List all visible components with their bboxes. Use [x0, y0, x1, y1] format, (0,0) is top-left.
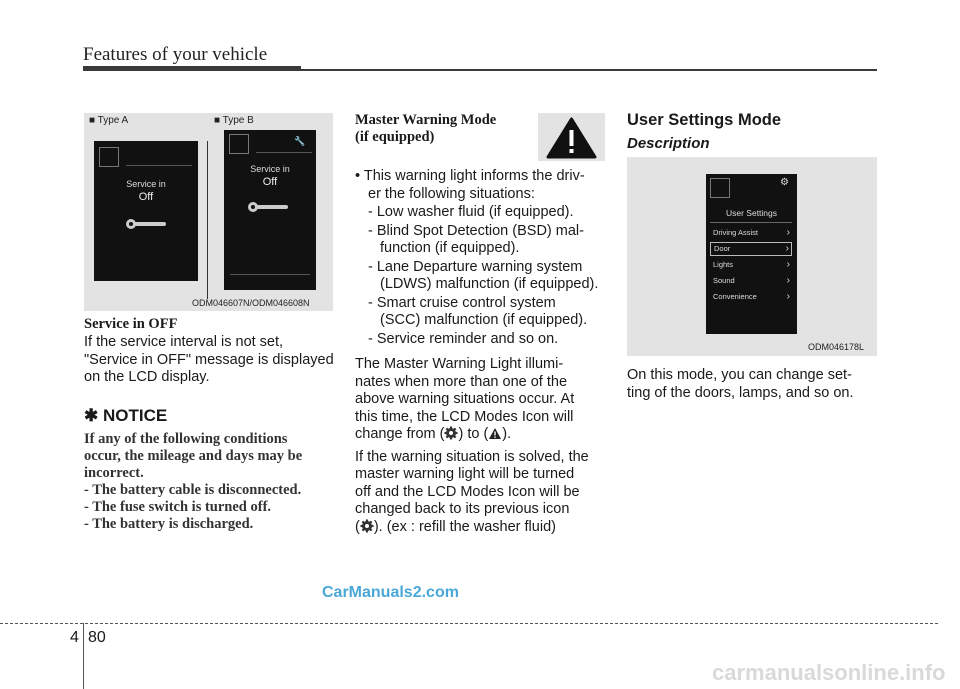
notice-line: - The fuse switch is turned off.: [84, 499, 272, 515]
screen-line1: Service in: [126, 179, 166, 189]
list-item: - Lane Departure warning system: [368, 258, 583, 275]
figure-code-right: ODM046178L: [808, 342, 865, 352]
bullet-line: • This warning light informs the driv-: [355, 168, 585, 184]
para-line: If the warning situation is solved, the: [355, 448, 589, 465]
type-b-label: ■ Type B: [214, 115, 254, 126]
para-line: [355, 519, 607, 539]
figure-divider: [207, 141, 208, 299]
notice-body: [84, 431, 336, 533]
wrench-small-icon: 🔧: [294, 136, 306, 146]
warning-triangle-icon: [538, 113, 605, 161]
para-line: The Master Warning Light illumi-: [355, 356, 564, 372]
screen-title: User Settings: [725, 208, 778, 218]
notice-line: If any of the following conditions: [84, 431, 288, 447]
notice-line: occur, the mileage and days may be: [84, 448, 303, 464]
service-off-heading: Service in OFF: [84, 316, 178, 332]
type-a-label: ■ Type A: [89, 115, 129, 126]
chevron-right-icon: ›: [786, 291, 790, 302]
inline-text: ).: [502, 426, 512, 442]
watermark-carmanuals2: CarManuals2.com: [322, 584, 459, 601]
inline-text: change from (: [355, 426, 445, 442]
para3: [355, 449, 607, 539]
page-header-title: Features of your vehicle: [83, 44, 268, 65]
list-item: (SCC) malfunction (if equipped).: [380, 312, 588, 328]
type-a-lcd-screen: [94, 141, 198, 281]
inline-text: ). (ex : refill the washer fluid): [373, 518, 556, 535]
list-item: - Service reminder and so on.: [368, 330, 559, 347]
notice-line: - The battery cable is disconnected.: [84, 482, 302, 498]
settings-menu-label: Driving Assist: [713, 228, 759, 237]
master-warning-heading-line2: (if equipped): [355, 129, 435, 145]
para2: [355, 356, 607, 446]
chevron-right-icon: ›: [786, 227, 790, 238]
settings-menu-item[interactable]: [710, 226, 792, 240]
settings-menu-label: Convenience: [713, 292, 757, 301]
gear-icon: [360, 519, 374, 539]
watermark-carmanualsonline: carmanualsonline.info: [712, 660, 946, 685]
settings-menu-item[interactable]: [710, 274, 792, 288]
screen-line1-b: Service in: [250, 164, 290, 174]
service-off-para: If the service interval is not set, "Service in OFF" message is displayed on the LCD display.: [84, 334, 334, 385]
service-screen-figure: [84, 113, 333, 311]
settings-menu-label: Sound: [713, 276, 735, 285]
description-subtitle: Description: [627, 135, 710, 152]
para-line: changed back to its previous icon: [355, 501, 570, 517]
inline-text: (: [355, 518, 360, 535]
para-line: nates when more than one of the: [355, 373, 568, 390]
para-line: [355, 426, 607, 446]
header-rule-thin: [301, 69, 877, 71]
footer-dashed-rule: [0, 623, 938, 624]
wrench-icon: [124, 217, 169, 231]
situation-list: [355, 204, 607, 348]
master-warning-body: [355, 168, 607, 538]
warning-small-icon: [488, 427, 502, 446]
header-rule-thick: [83, 66, 301, 71]
list-item: - Smart cruise control system: [368, 294, 556, 311]
para-line: On this mode, you can change set-: [627, 367, 852, 383]
settings-menu-item[interactable]: [710, 258, 792, 272]
footer-vertical-rule: [83, 623, 84, 689]
para-line: master warning light will be turned: [355, 466, 575, 482]
chevron-right-icon: ›: [786, 275, 790, 286]
chevron-right-icon: ›: [786, 259, 790, 270]
user-settings-lcd: [706, 174, 797, 334]
settings-menu-item[interactable]: [710, 290, 792, 304]
master-warning-heading-line1: Master Warning Mode: [355, 112, 497, 128]
para-line: off and the LCD Modes Icon will be: [355, 483, 580, 500]
gear-icon: ⚙: [780, 177, 789, 188]
para-line: above warning situations occur. At: [355, 391, 575, 407]
list-item: - Low washer fluid (if equipped).: [368, 204, 574, 220]
page-number: 80: [88, 629, 106, 646]
user-settings-figure: [627, 157, 877, 356]
settings-menu-label: Lights: [713, 260, 734, 269]
para-line: ting of the doors, lamps, and so on.: [627, 384, 854, 401]
notice-title: ✱ NOTICE: [84, 406, 168, 425]
master-warning-heading: [355, 112, 496, 146]
bullet-line: er the following situations:: [368, 185, 535, 202]
figure-code: ODM046607N/ODM046608N: [192, 298, 310, 308]
user-settings-title: User Settings Mode: [627, 111, 782, 129]
type-b-lcd-screen: [224, 130, 316, 290]
screen-line2: Off: [138, 191, 154, 203]
para-line: this time, the LCD Modes Icon will: [355, 408, 574, 425]
list-item: - Blind Spot Detection (BSD) mal-: [368, 222, 584, 239]
warning-figure: [538, 113, 605, 161]
list-item: (LDWS) malfunction (if equipped).: [380, 276, 599, 292]
wrench-icon-b: [246, 200, 291, 214]
screen-line2-b: Off: [262, 176, 278, 188]
settings-menu-label: Door: [714, 244, 731, 253]
list-item: function (if equipped).: [380, 240, 520, 256]
settings-menu-item[interactable]: [710, 242, 792, 256]
user-settings-para: [627, 367, 879, 402]
gear-icon: [444, 426, 458, 446]
chapter-number: 4: [70, 629, 79, 646]
notice-line: - The battery is discharged.: [84, 516, 254, 532]
inline-text: ) to (: [458, 426, 489, 442]
notice-line: incorrect.: [84, 465, 144, 481]
settings-menu: [710, 226, 792, 306]
chevron-right-icon: ›: [785, 243, 789, 254]
